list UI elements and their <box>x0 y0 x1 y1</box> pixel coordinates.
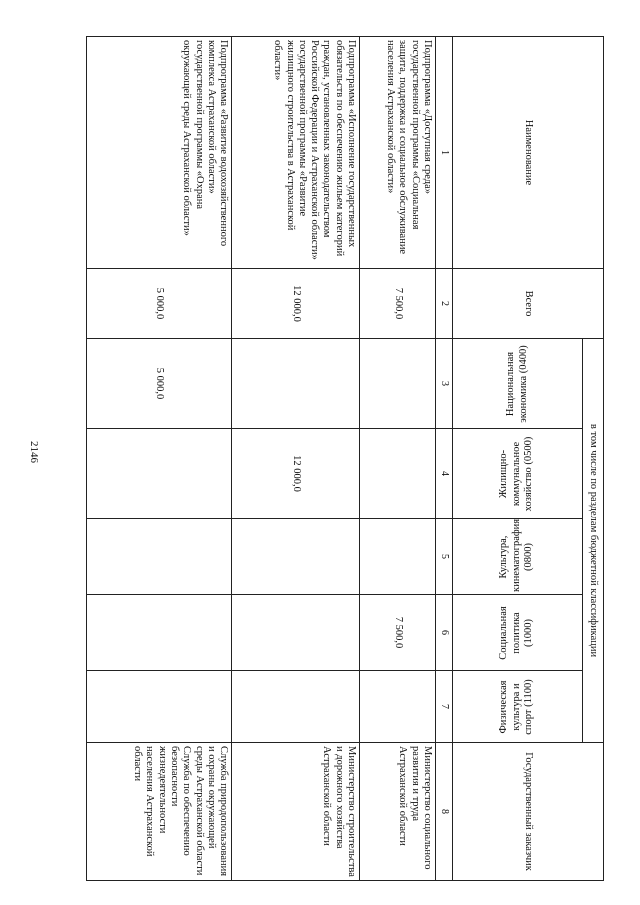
header-customer: Государственный заказчик <box>453 743 604 881</box>
row-sport <box>232 671 360 743</box>
column-number: 5 <box>436 519 453 595</box>
budget-table <box>86 36 604 881</box>
row-culture <box>87 519 232 595</box>
column-number: 6 <box>436 595 453 671</box>
row-social: 7 500,0 <box>359 595 435 671</box>
header-economy: Национальная экономика (0400) <box>504 344 529 423</box>
column-number-row <box>436 37 453 881</box>
row-total: 7 500,0 <box>359 269 435 339</box>
row-housing <box>359 429 435 519</box>
header-housing-cell <box>453 429 583 519</box>
table-wrapper <box>86 36 604 880</box>
row-economy <box>359 339 435 429</box>
column-number: 3 <box>436 339 453 429</box>
header-total: Всего <box>453 269 604 339</box>
header-group: в том числе по разделам бюджетной классификации <box>583 339 604 743</box>
header-sport-cell <box>453 671 583 743</box>
header-culture-cell <box>453 519 583 595</box>
header-row-1 <box>583 37 604 881</box>
row-economy: 5 000,0 <box>87 339 232 429</box>
row-sport <box>87 671 232 743</box>
page-number: 2146 <box>28 441 40 463</box>
table-row <box>87 37 232 881</box>
rotated-table-container <box>86 36 604 880</box>
row-name: Подпрограмма «Развитие водохозяйственного комплекса Астраханской области» государственной программы «Охрана окружающей среды Астраханской области» <box>87 37 232 269</box>
header-name: Наименование <box>453 37 604 269</box>
row-economy <box>232 339 360 429</box>
header-economy-cell <box>453 339 583 429</box>
row-name: Подпрограмма «Доступная среда» государственной программы «Социальная защита, поддержка и социальное обслуживание населения Астраханской области» <box>359 37 435 269</box>
column-number: 1 <box>436 37 453 269</box>
header-social: Социальная политика (1000) <box>498 605 535 660</box>
row-culture <box>232 519 360 595</box>
header-social-cell <box>453 595 583 671</box>
row-customer: Служба природопользования и охраны окружающей среды Астраханской области Служба по обеспечению безопасности жизнедеятельности населения Астраханской области <box>87 743 232 881</box>
row-housing <box>87 429 232 519</box>
column-number: 4 <box>436 429 453 519</box>
row-total: 12 000,0 <box>232 269 360 339</box>
row-social <box>232 595 360 671</box>
row-name: Подпрограмма «Исполнение государственных обязательств по обеспечению жильем категорий граждан, установленных законодательством Российской Федерации и Астраханской области» государственной программы «Развитие жилищного строительства в Астраханской области» <box>232 37 360 269</box>
column-number: 8 <box>436 743 453 881</box>
row-sport <box>359 671 435 743</box>
row-total: 5 000,0 <box>87 269 232 339</box>
row-culture <box>359 519 435 595</box>
column-number: 7 <box>436 671 453 743</box>
column-number: 2 <box>436 269 453 339</box>
header-sport: Физическая культура и спорт (1100) <box>498 678 535 735</box>
header-culture: Культура, кинематография (0800) <box>498 518 535 592</box>
table-row <box>359 37 435 881</box>
header-housing: Жилищно-коммунальное хозяйство (0500) <box>498 436 535 511</box>
row-customer: Министерство строительства и дорожного хозяйства Астраханской области <box>232 743 360 881</box>
row-social <box>87 595 232 671</box>
row-housing: 12 000,0 <box>232 429 360 519</box>
row-customer: Министерство социального развития и труда Астраханской области <box>359 743 435 881</box>
table-row <box>232 37 360 881</box>
